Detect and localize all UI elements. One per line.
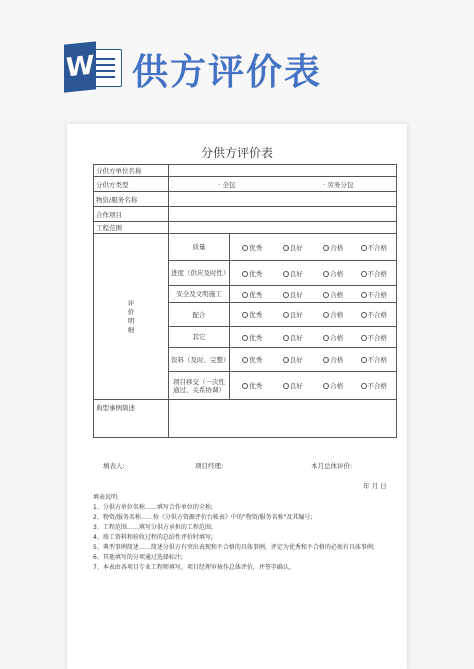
rating-options[interactable]: 优秀 良好 合格 不合格: [230, 327, 397, 348]
document-page: [67, 124, 407, 669]
manager-label: 项目经理:: [195, 462, 224, 470]
eval-detail-label: 评 价 明 细: [94, 234, 169, 400]
rating-options[interactable]: 优秀 良好 合格 不合格: [230, 348, 397, 372]
material-name-value[interactable]: [169, 192, 397, 207]
item-label: 质量: [169, 234, 230, 261]
material-name-label: 物资/服务名称: [94, 192, 169, 207]
document-title: 分供方评价表: [200, 146, 273, 160]
item-label: 配合: [169, 303, 230, 327]
supplier-type-options[interactable]: · 全包 · 劳务分包: [169, 177, 397, 192]
supplier-name-label: 分供方单位名称: [94, 165, 169, 177]
rating-options[interactable]: 优秀 良好 合格 不合格: [230, 372, 397, 400]
cases-value[interactable]: [169, 400, 397, 438]
item-label: 资料（及时、完整）: [169, 348, 230, 372]
supplier-name-value[interactable]: [169, 165, 397, 177]
date-label: 年 月 日: [363, 482, 387, 490]
rating-options[interactable]: 优秀 良好 合格 不合格: [230, 234, 397, 261]
month-eval-label: 本月总体评价:: [311, 462, 353, 470]
instructions: 填表说明: 1、分供方单位名称……填写合作单位的全称; 2、物资/服务名称……按《分供方资源评价台帐表》中的"物资/服务名称"及其编号; 3、工程范围……填写分供方承担的工程范围; 4、竣工资料和验收过程的总结性评价时填写; 5、典型事例简述……简述分供方有突出表现和不合格的具体事例，评定为优秀和不合格的必须有具体事例; 6、其他填写的分项通过选择标注; 7、本表由各项目专业工程师填写，项目经理审核作总体评价，并签字确认。: [93, 494, 375, 571]
scope-label: 工程范围: [94, 222, 169, 234]
project-label: 合作项目: [94, 207, 169, 222]
supplier-type-label: 分供方类型: [94, 177, 169, 192]
banner-title: 供方评价表: [132, 52, 323, 93]
item-label: 进度（供应及时性）: [169, 261, 230, 286]
cases-label: 典型事例简述: [94, 400, 169, 438]
evaluation-form: [93, 164, 397, 438]
item-label: 安全及文明施工: [169, 286, 230, 303]
word-icon: W: [64, 43, 122, 91]
rating-options[interactable]: 优秀 良好 合格 不合格: [230, 286, 397, 303]
item-label: 项目移交（一次性通过、关系协调）: [169, 372, 230, 400]
scope-value[interactable]: [169, 222, 397, 234]
project-value[interactable]: [169, 207, 397, 222]
filler-label: 填表人:: [103, 462, 125, 470]
rating-options[interactable]: 优秀 良好 合格 不合格: [230, 261, 397, 286]
rating-options[interactable]: 优秀 良好 合格 不合格: [230, 303, 397, 327]
item-label: 其它: [169, 327, 230, 348]
header-banner: [0, 0, 474, 118]
